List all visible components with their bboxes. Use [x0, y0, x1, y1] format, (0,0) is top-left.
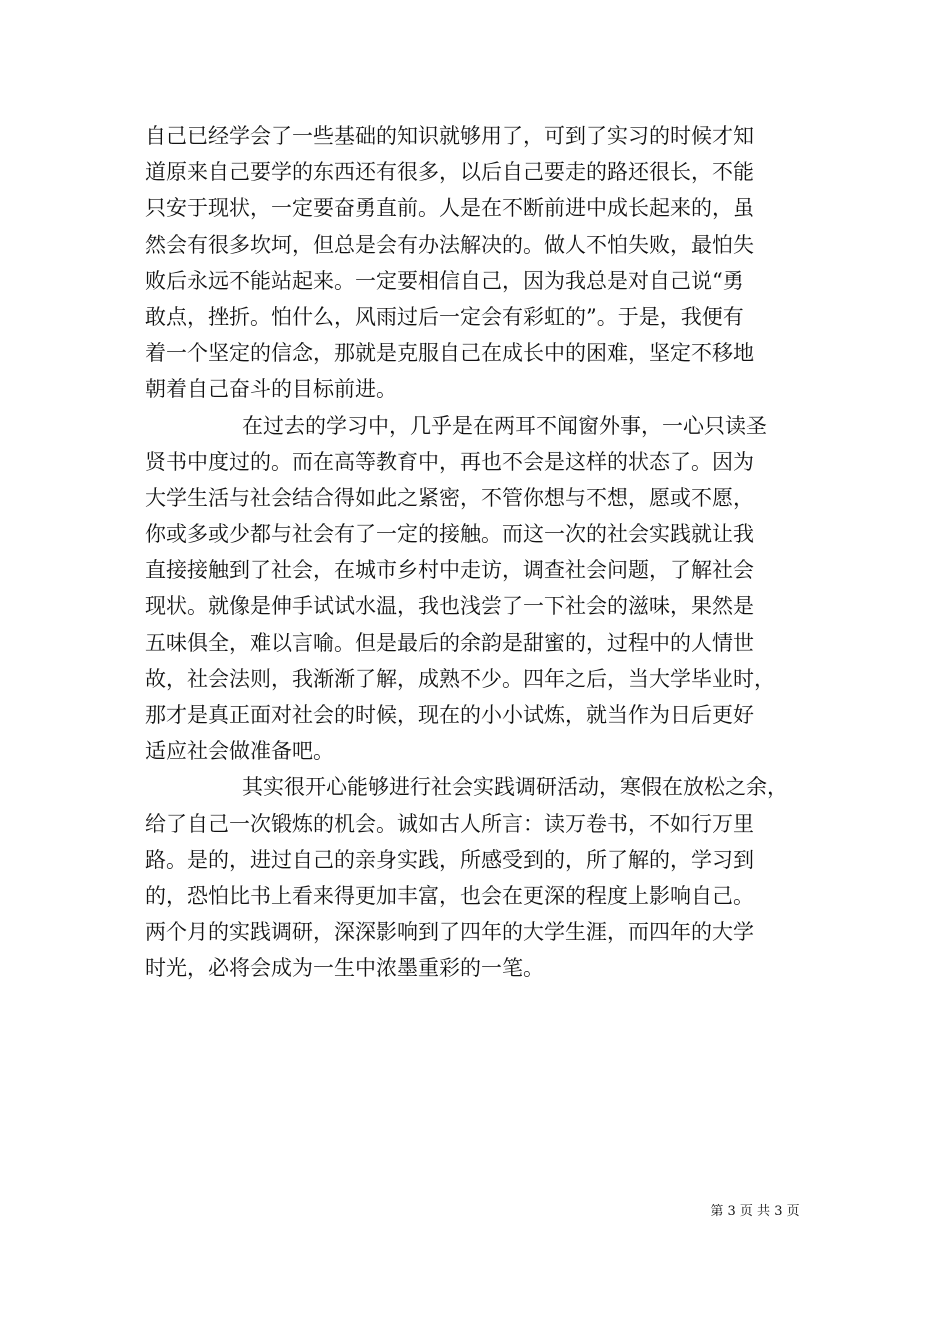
text-line: 然会有很多坎坷，但总是会有办法解决的。做人不怕失败，最怕失: [145, 232, 754, 257]
text-line: 其实很开心能够进行社会实践调研活动，寒假在放松之余，: [242, 775, 788, 800]
text-line: 时光，必将会成为一生中浓墨重彩的一笔。: [145, 956, 544, 981]
text-line: 着一个坚定的信念，那就是克服自己在成长中的困难，坚定不移地: [145, 341, 754, 366]
paragraph-3: [145, 769, 807, 986]
text-line: 五味俱全，难以言喻。但是最后的余韵是甜蜜的，过程中的人情世: [145, 630, 754, 655]
paragraph-1: [145, 118, 807, 408]
text-line: 大学生活与社会结合得如此之紧密，不管你想与不想，愿或不愿，: [145, 485, 754, 510]
text-line: 朝着自己奋斗的目标前进。: [145, 377, 397, 402]
text-line: 路。是的，进过自己的亲身实践，所感受到的，所了解的，学习到: [145, 847, 754, 872]
text-line: 现状。就像是伸手试试水温，我也浅尝了一下社会的滋味，果然是: [145, 594, 754, 619]
paragraph-2: [145, 408, 807, 770]
text-line: 敢点，挫折。怕什么，风雨过后一定会有彩虹的”。于是，我便有: [145, 304, 744, 329]
text-line: 的，恐怕比书上看来得更加丰富，也会在更深的程度上影响自己。: [145, 883, 754, 908]
text-line: 自己已经学会了一些基础的知识就够用了，可到了实习的时候才知: [145, 124, 754, 148]
text-line: 适应社会做准备吧。: [145, 739, 334, 764]
text-line: 两个月的实践调研，深深影响到了四年的大学生涯，而四年的大学: [145, 920, 754, 945]
text-line: 道原来自己要学的东西还有很多，以后自己要走的路还很长，不能: [145, 160, 754, 185]
text-line: 只安于现状，一定要奋勇直前。人是在不断前进中成长起来的，虽: [145, 196, 754, 221]
text-line: 败后永远不能站起来。一定要相信自己，因为我总是对自己说“勇: [145, 268, 744, 293]
text-line: 贤书中度过的。而在高等教育中，再也不会是这样的状态了。因为: [145, 449, 754, 474]
text-line: 给了自己一次锻炼的机会。诚如古人所言：读万卷书，不如行万里: [145, 811, 754, 836]
text-line: 那才是真正面对社会的时候，现在的小小试炼，就当作为日后更好: [145, 703, 754, 727]
page-number: 第 3 页 共 3 页: [710, 1204, 800, 1219]
text-line: 你或多或少都与社会有了一定的接触。而这一次的社会实践就让我: [145, 522, 754, 547]
text-line: 直接接触到了社会，在城市乡村中走访，调查社会问题，了解社会: [145, 558, 754, 583]
text-line: 故，社会法则，我渐渐了解，成熟不少。四年之后，当大学毕业时，: [145, 666, 775, 691]
document-body: [145, 118, 807, 987]
text-line: 在过去的学习中，几乎是在两耳不闻窗外事，一心只读圣: [242, 413, 767, 438]
